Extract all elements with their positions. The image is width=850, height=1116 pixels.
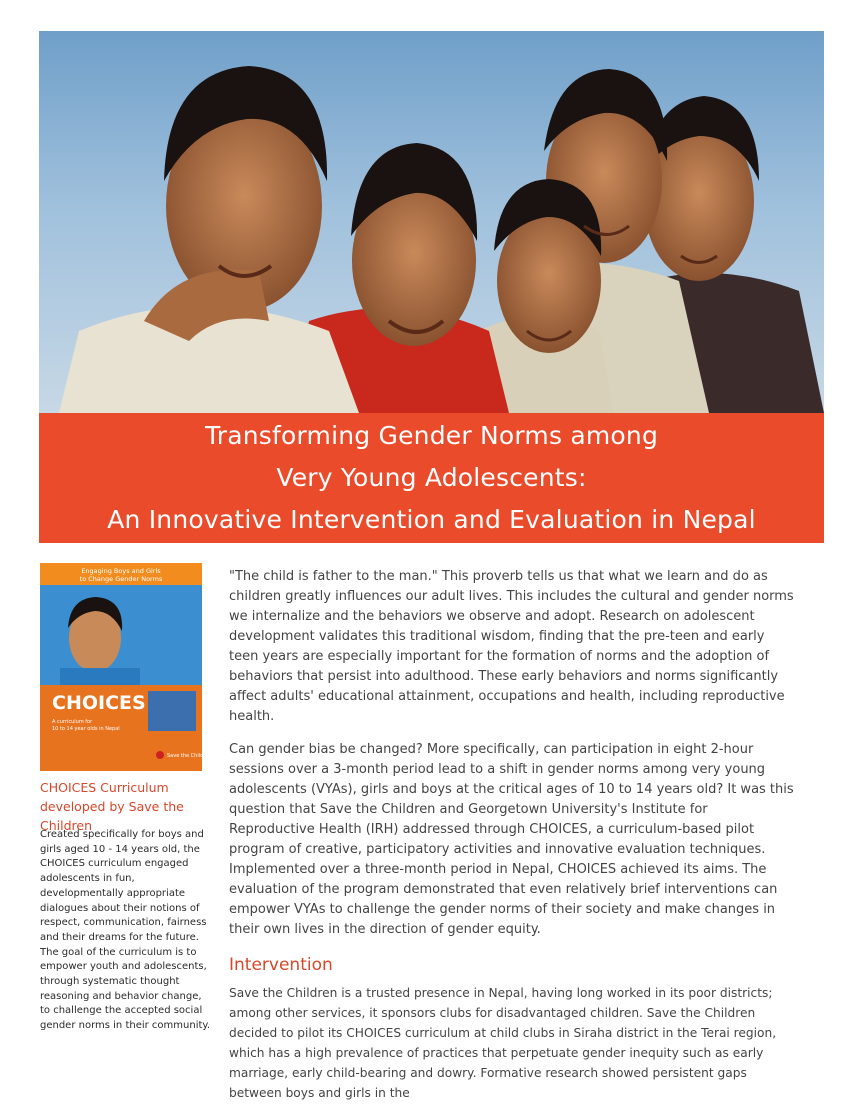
title-banner — [39, 413, 824, 543]
svg-text:10 to 14 year olds in Nepal: 10 to 14 year olds in Nepal — [52, 726, 120, 732]
heading-intervention: Intervention — [229, 955, 333, 975]
cover-tagline: Engaging Boys and Girls — [81, 567, 161, 575]
cover-brand: CHOICES — [52, 692, 146, 714]
sidebar-description: Created specifically for boys and girls aged 10 - 14 years old, the CHOICES curriculum engaged adolescents in fun, developmentally appropriate dialogues about their notions of respect, communication, fairness and their dreams for the future. The goal of the curriculum is to empower youth and adolescents, through systematic thought reasoning and behavior change, to challenge the accepted social gender norms in their community. — [40, 829, 211, 1032]
paragraph-gender-bias: Can gender bias be changed? More specifically, can participation in eight 2-hour sessions over a 3-month period lead to a shift in gender norms among very young adolescents (VYAs), girls and boys at the critical ages of 10 to 14 years old? It was this question that Save the Children and Georgetown University's Institute for Reproductive Health (IRH) addressed through CHOICES, a curriculum-based pilot program of creative, participatory activities and innovative evaluation techniques. Implemented over a three-month period in Nepal, CHOICES achieved its aims. The evaluation of the program demonstrated that even relatively brief interventions can empower VYAs to challenge the gender norms of their society and make changes in their own lives in the direction of gender equity. — [229, 742, 794, 937]
hero-photo — [39, 31, 824, 413]
cover-subtitle: A curriculum for — [52, 719, 93, 725]
title-line-1: Transforming Gender Norms among — [204, 421, 659, 450]
paragraph-proverb: "The child is father to the man." This proverb tells us that what we learn and do as children greatly influences our adult lives. This includes the cultural and gender norms we internalize and the behaviors we observe and adopt. Research on adolescent development validates this traditional wisdom, finding that the pre-teen and early teen years are especially important for the formation of norms and the adoption of behaviors that persist into adulthood. These early behaviors and norms significantly affect adults' educational attainment, occupations and health, including reproductive health. — [229, 569, 794, 724]
title-line-2: Very Young Adolescents: — [276, 463, 587, 492]
svg-text:to Change Gender Norms: to Change Gender Norms — [79, 575, 163, 583]
choices-curriculum-cover — [40, 563, 212, 771]
main-content — [229, 567, 797, 1116]
hero-photo-illustration — [39, 31, 824, 413]
cover-caption: CHOICES Curriculum developed by Save the Children — [40, 780, 184, 833]
cover-publisher: Save the Children — [167, 753, 212, 759]
cover-illustration — [40, 563, 212, 771]
paragraph-intervention: Save the Children is a trusted presence in Nepal, having long worked in its poor districts; among other services, it sponsors clubs for disadvantaged children. Save the Children decided to pilot its CHOICES curriculum at child clubs in Siraha district in the Terai region, which has a high prevalence of practices that perpetuate gender inequity such as early marriage, early child-bearing and dowry. Formative research showed persistent gaps between boys and girls in the — [229, 986, 777, 1100]
title-line-3: An Innovative Intervention and Evaluation in Nepal — [107, 505, 756, 534]
